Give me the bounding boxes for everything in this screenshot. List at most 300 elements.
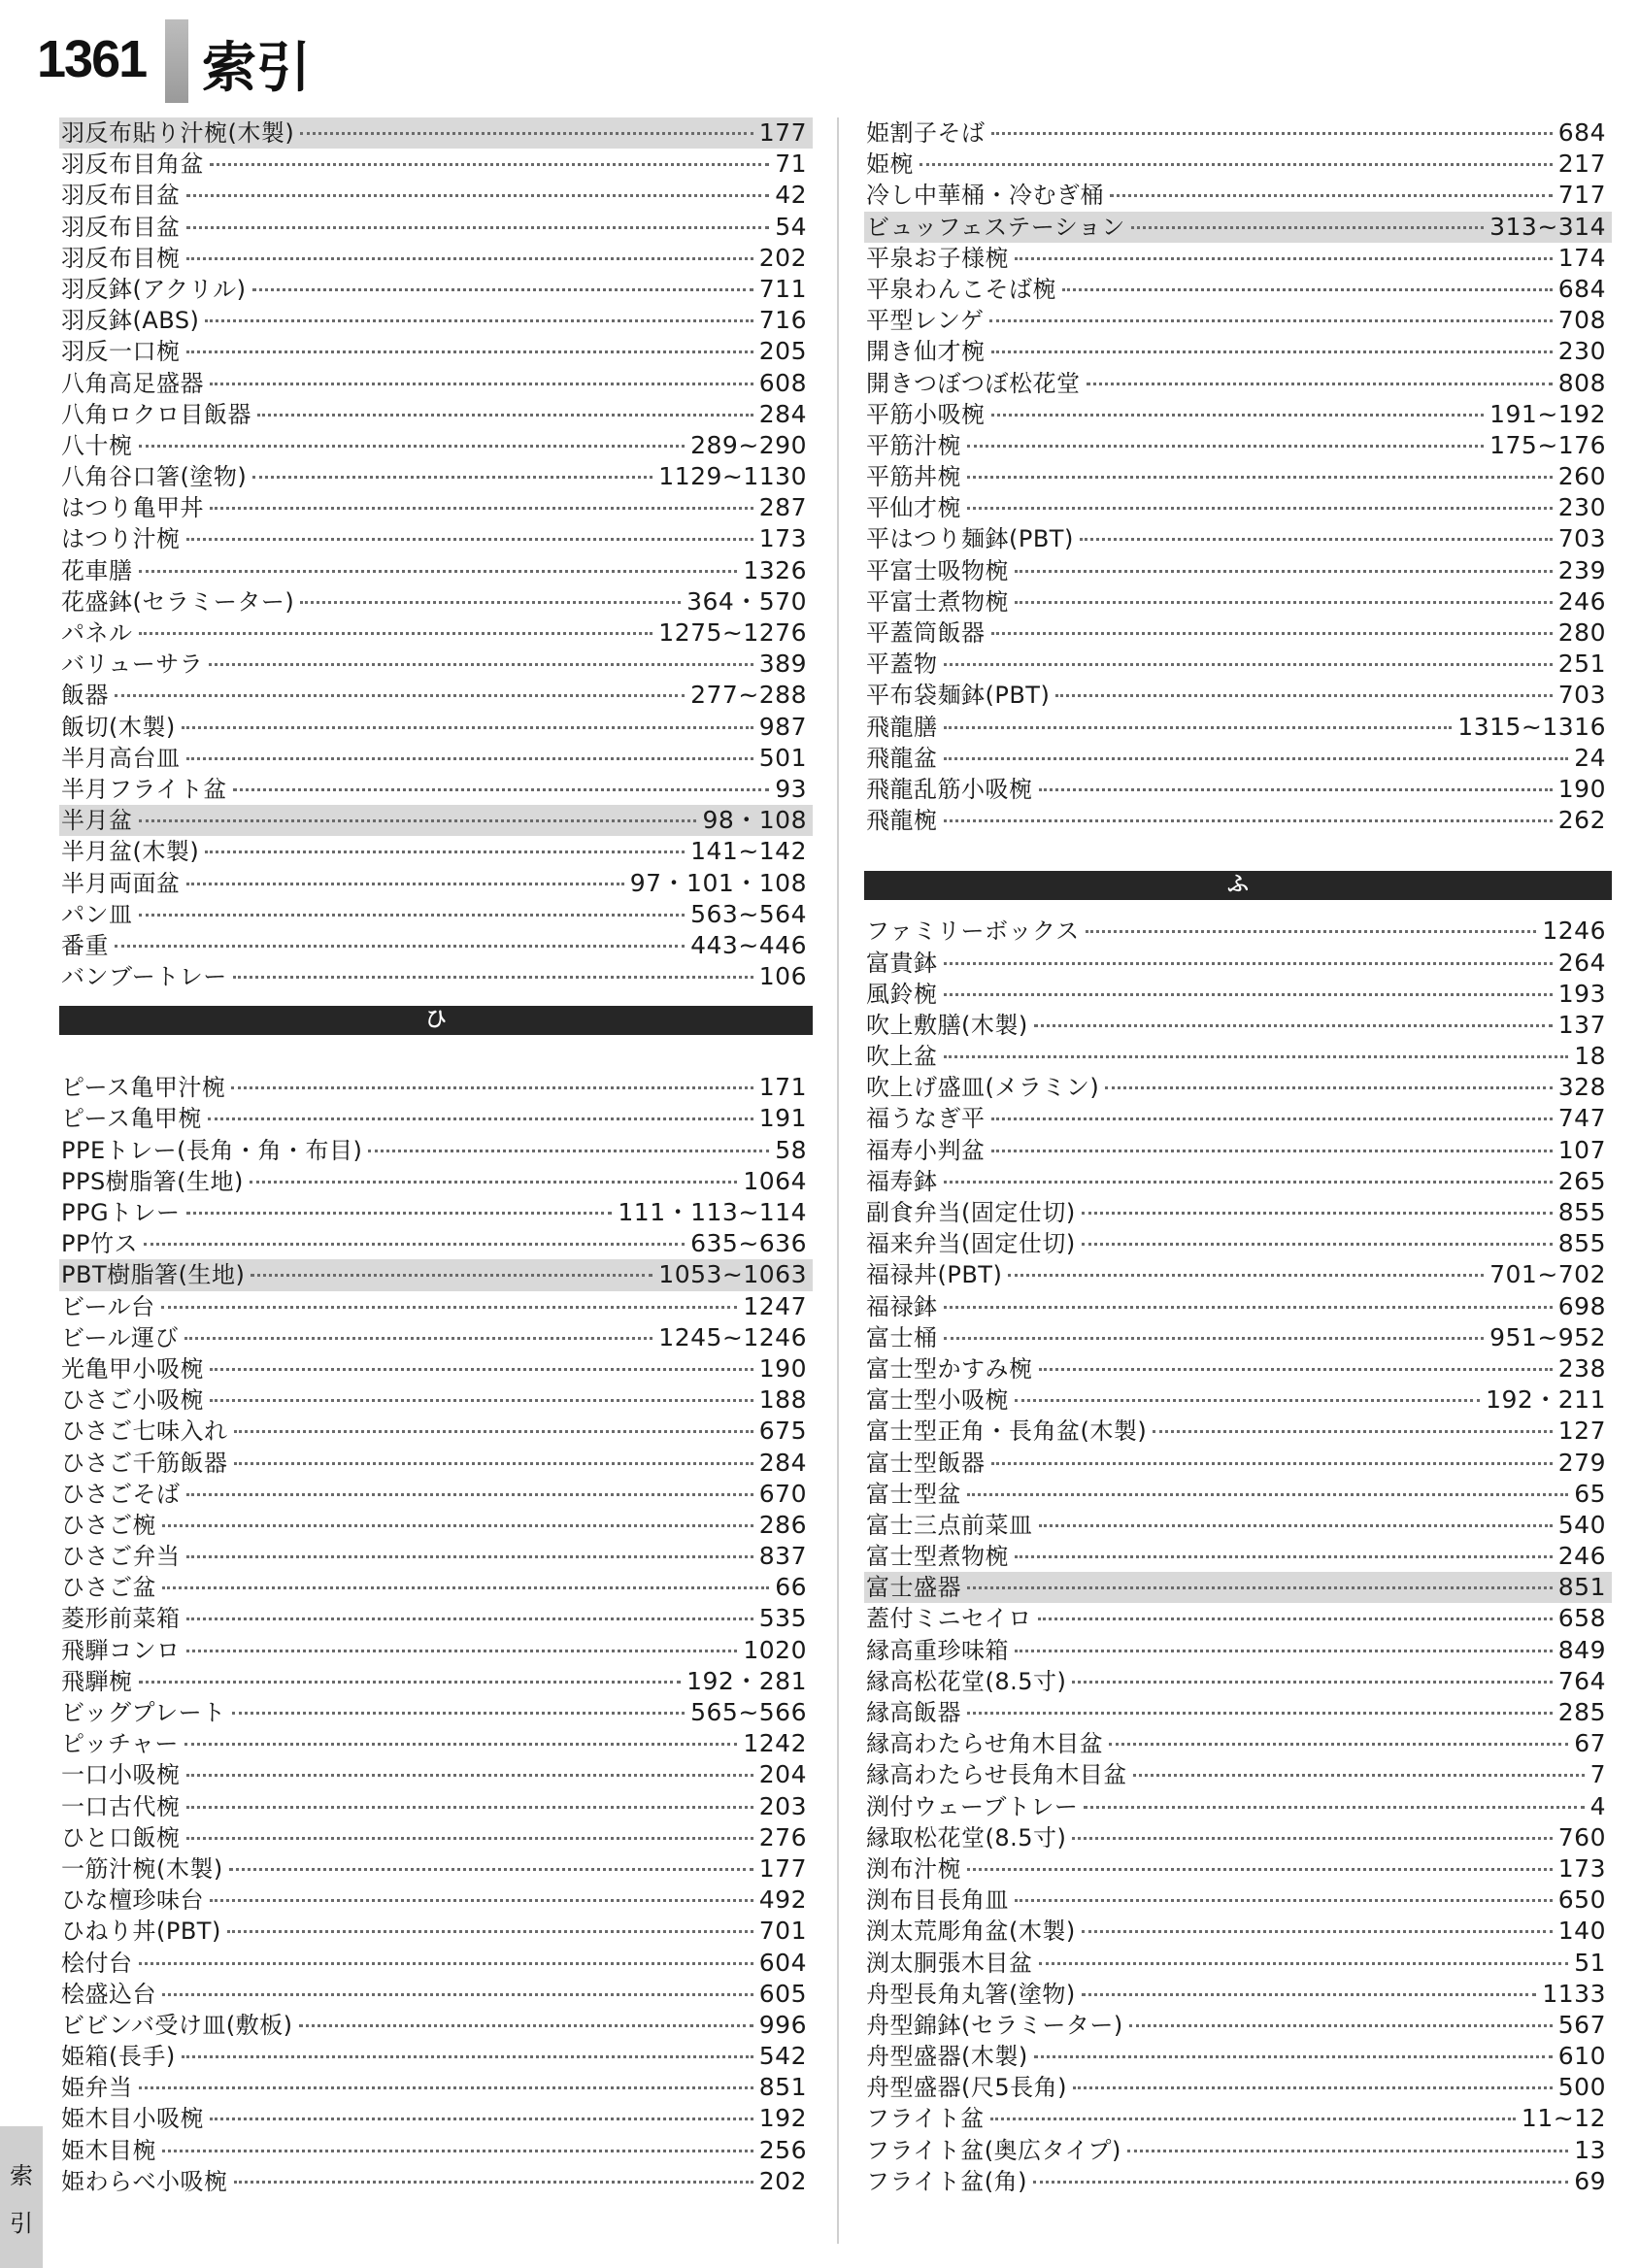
leader-dots xyxy=(1082,1993,1537,1996)
index-entry xyxy=(864,1822,1612,1853)
leader-dots xyxy=(234,1430,753,1433)
entry-name: ひさご盆 xyxy=(61,1574,156,1602)
entry-page-number: 98・108 xyxy=(702,806,807,835)
entry-page-number: 192・211 xyxy=(1486,1385,1606,1415)
index-entry xyxy=(59,461,813,492)
entry-page-number: 202 xyxy=(758,2166,807,2195)
entry-name: 羽反布目角盆 xyxy=(61,150,204,179)
entry-name: 飛龍乱筋小吸椀 xyxy=(866,775,1033,803)
index-entry xyxy=(864,1448,1612,1479)
index-column-right xyxy=(864,117,1612,2197)
index-entry xyxy=(864,368,1612,399)
leader-dots xyxy=(210,1368,753,1371)
entry-name: 富貴鉢 xyxy=(866,949,938,977)
entry-name: 吹上げ盛皿(メラミン) xyxy=(866,1074,1100,1102)
index-entry xyxy=(59,1353,813,1384)
entry-name: 福来弁当(固定仕切) xyxy=(866,1230,1076,1258)
entry-page-number: 107 xyxy=(1557,1135,1606,1164)
entry-name: 桧盛込台 xyxy=(61,1980,156,2008)
entry-page-number: 313~314 xyxy=(1489,212,1606,241)
leader-dots xyxy=(162,1993,753,1996)
index-entry xyxy=(864,1572,1612,1603)
entry-page-number: 7 xyxy=(1589,1760,1606,1789)
index-entry xyxy=(864,1416,1612,1447)
leader-dots xyxy=(186,257,753,260)
leader-dots xyxy=(162,1586,769,1589)
entry-page-number: 190 xyxy=(1557,774,1606,803)
index-entry xyxy=(864,1353,1612,1384)
entry-name: 半月フライト盆 xyxy=(61,775,227,803)
index-entry xyxy=(59,555,813,586)
entry-name: フライト盆(奥広タイプ) xyxy=(866,2136,1121,2164)
entry-page-number: 849 xyxy=(1557,1635,1606,1664)
index-entry xyxy=(59,117,813,149)
entry-page-number: 987 xyxy=(758,712,807,741)
index-entry xyxy=(864,774,1612,805)
index-entry xyxy=(864,1135,1612,1166)
entry-page-number: 286 xyxy=(758,1510,807,1539)
leader-dots xyxy=(208,1117,753,1120)
entry-page-number: 284 xyxy=(758,399,807,428)
index-entry xyxy=(59,1635,813,1666)
index-entry xyxy=(59,2072,813,2103)
entry-name: 富士盛器 xyxy=(866,1574,961,1602)
index-entry xyxy=(59,1728,813,1759)
leader-dots xyxy=(227,1930,753,1933)
index-entry xyxy=(864,948,1612,979)
entry-name: ビッグプレート xyxy=(61,1699,226,1726)
index-entry xyxy=(59,180,813,211)
entry-name: 渕布目長角皿 xyxy=(866,1886,1009,1915)
entry-page-number: 1275~1276 xyxy=(658,618,807,647)
entry-name: 平筋丼椀 xyxy=(866,463,961,491)
entry-name: 一口古代椀 xyxy=(61,1792,181,1820)
index-entry xyxy=(864,399,1612,430)
entry-name: 縁高わたらせ角木目盆 xyxy=(866,1730,1104,1758)
entry-page-number: 246 xyxy=(1557,1542,1606,1571)
entry-name: 飛龍椀 xyxy=(866,807,938,835)
entry-page-number: 851 xyxy=(758,2073,807,2102)
entry-page-number: 69 xyxy=(1574,2166,1606,2195)
entry-name: ひさご千筋飯器 xyxy=(61,1449,228,1477)
leader-dots xyxy=(944,993,1553,996)
entry-name: 舟型錦鉢(セラミーター) xyxy=(866,2011,1123,2039)
leader-dots xyxy=(1080,538,1553,541)
index-entry xyxy=(59,430,813,461)
entry-name: 富士型煮物椀 xyxy=(866,1543,1009,1571)
index-entry xyxy=(59,1541,813,1572)
entry-name: 平はつり麺鉢(PBT) xyxy=(866,525,1074,553)
index-entry xyxy=(864,743,1612,774)
entry-page-number: 650 xyxy=(1557,1885,1606,1915)
entry-name: 飛龍膳 xyxy=(866,713,938,741)
entry-page-number: 24 xyxy=(1574,743,1606,772)
entry-name: 姫木目小吸椀 xyxy=(61,2105,204,2133)
entry-name: 羽反布目盆 xyxy=(61,182,181,210)
entry-page-number: 1133 xyxy=(1542,1979,1606,2008)
index-entry xyxy=(59,774,813,805)
leader-dots xyxy=(184,1743,738,1746)
index-entry xyxy=(59,680,813,711)
entry-page-number: 265 xyxy=(1557,1166,1606,1195)
index-entry xyxy=(59,1322,813,1353)
leader-dots xyxy=(991,1150,1553,1152)
leader-dots xyxy=(139,1681,682,1684)
leader-dots xyxy=(1015,570,1553,573)
index-entry xyxy=(864,212,1612,243)
leader-dots xyxy=(115,694,685,697)
index-entry xyxy=(864,117,1612,149)
entry-name: 平泉お子様椀 xyxy=(866,244,1009,272)
index-entry xyxy=(864,979,1612,1010)
index-entry xyxy=(59,649,813,680)
entry-name: 舟型長角丸箸(塗物) xyxy=(866,1980,1076,2008)
leader-dots xyxy=(233,788,769,791)
leader-dots xyxy=(251,1274,652,1277)
index-group xyxy=(864,916,1612,2197)
index-entry xyxy=(59,368,813,399)
entry-name: 平蓋筒飯器 xyxy=(866,619,986,647)
index-entry xyxy=(59,1853,813,1884)
entry-page-number: 764 xyxy=(1557,1666,1606,1695)
entry-page-number: 191~192 xyxy=(1489,399,1606,428)
entry-page-number: 703 xyxy=(1557,681,1606,710)
index-entry xyxy=(864,649,1612,680)
entry-page-number: 205 xyxy=(758,337,807,366)
index-entry xyxy=(864,1884,1612,1916)
entry-name: ファミリーボックス xyxy=(866,917,1080,946)
entry-page-number: 217 xyxy=(1557,150,1606,179)
entry-page-number: 54 xyxy=(775,212,807,241)
entry-name: 縁高わたらせ長角木目盆 xyxy=(866,1761,1127,1789)
entry-name: 平蓋物 xyxy=(866,650,938,679)
leader-dots xyxy=(184,1337,652,1340)
entry-name: 縁高重珍味箱 xyxy=(866,1636,1009,1664)
entry-page-number: 716 xyxy=(758,306,807,335)
entry-page-number: 563~564 xyxy=(690,899,807,928)
entry-page-number: 1020 xyxy=(743,1635,807,1664)
side-tab-char: 引 xyxy=(10,2210,33,2237)
entry-page-number: 717 xyxy=(1557,181,1606,210)
leader-dots xyxy=(210,1899,753,1902)
entry-name: はつり亀甲丼 xyxy=(61,494,204,522)
index-entry xyxy=(864,1228,1612,1259)
entry-page-number: 1247 xyxy=(743,1291,807,1320)
entry-name: 平筋汁椀 xyxy=(866,431,961,459)
leader-dots xyxy=(920,163,1553,166)
index-entry xyxy=(59,1884,813,1916)
entry-name: 羽反布目椀 xyxy=(61,244,181,272)
leader-dots xyxy=(967,1868,1553,1871)
index-entry xyxy=(864,1791,1612,1822)
leader-dots xyxy=(1039,1962,1569,1965)
index-entry xyxy=(59,2135,813,2166)
index-entry xyxy=(59,1603,813,1634)
index-entry xyxy=(864,1291,1612,1322)
column-divider xyxy=(837,117,839,2244)
entry-page-number: 67 xyxy=(1574,1729,1606,1758)
leader-dots xyxy=(186,350,753,353)
leader-dots xyxy=(991,350,1553,353)
index-group xyxy=(59,1072,813,2197)
entry-name: ビビンバ受け皿(敷板) xyxy=(61,2011,293,2039)
leader-dots xyxy=(1039,788,1553,791)
entry-page-number: 51 xyxy=(1574,1948,1606,1977)
entry-page-number: 1129~1130 xyxy=(658,462,807,491)
leader-dots xyxy=(1033,2181,1568,2184)
entry-page-number: 264 xyxy=(1557,948,1606,977)
entry-page-number: 684 xyxy=(1557,118,1606,147)
entry-page-number: 565~566 xyxy=(690,1698,807,1726)
entry-name: 姫箱(長手) xyxy=(61,2043,176,2071)
leader-dots xyxy=(186,1493,753,1496)
leader-dots xyxy=(139,445,686,448)
leader-dots xyxy=(182,2055,753,2058)
entry-page-number: 246 xyxy=(1557,586,1606,616)
entry-name: 福禄鉢 xyxy=(866,1292,938,1320)
entry-name: ピッチャー xyxy=(61,1730,179,1758)
entry-page-number: 610 xyxy=(1557,2042,1606,2071)
entry-name: 姫割子そば xyxy=(866,119,986,147)
entry-name: 八十椀 xyxy=(61,431,133,459)
entry-page-number: 500 xyxy=(1557,2073,1606,2102)
entry-name: 姫わらべ小吸椀 xyxy=(61,2167,228,2195)
leader-dots xyxy=(162,2150,753,2152)
index-entry xyxy=(59,1072,813,1103)
entry-page-number: 284 xyxy=(758,1448,807,1477)
entry-name: 渕付ウェーブトレー xyxy=(866,1792,1079,1820)
leader-dots xyxy=(186,538,753,541)
entry-page-number: 540 xyxy=(1557,1510,1606,1539)
entry-name: 半月盆(木製) xyxy=(61,838,200,866)
index-entry xyxy=(864,586,1612,617)
index-entry xyxy=(864,1259,1612,1290)
entry-name: PBT樹脂箸(生地) xyxy=(61,1261,246,1289)
index-entry xyxy=(864,2010,1612,2041)
leader-dots xyxy=(991,132,1553,135)
leader-dots xyxy=(186,1837,753,1840)
leader-dots xyxy=(139,819,697,822)
index-entry xyxy=(59,2041,813,2072)
leader-dots xyxy=(967,1493,1568,1496)
entry-page-number: 285 xyxy=(1557,1698,1606,1726)
entry-name: パン皿 xyxy=(61,900,133,928)
leader-dots xyxy=(1129,2024,1553,2027)
index-entry xyxy=(59,1259,813,1290)
index-entry xyxy=(59,2010,813,2041)
entry-page-number: 855 xyxy=(1557,1198,1606,1226)
leader-dots xyxy=(205,319,753,322)
entry-name: 副食弁当(固定仕切) xyxy=(866,1199,1076,1226)
leader-dots xyxy=(252,476,652,479)
leader-dots xyxy=(991,1462,1553,1465)
entry-page-number: 127 xyxy=(1557,1417,1606,1446)
index-entry xyxy=(59,1666,813,1697)
leader-dots xyxy=(1110,194,1553,197)
entry-page-number: 837 xyxy=(758,1542,807,1571)
page-header xyxy=(29,19,418,100)
index-entry xyxy=(59,492,813,523)
leader-dots xyxy=(944,1055,1569,1058)
leader-dots xyxy=(944,757,1569,760)
entry-name: ひさご弁当 xyxy=(61,1543,181,1571)
index-entry xyxy=(864,2041,1612,2072)
leader-dots xyxy=(139,2086,753,2089)
entry-page-number: 701~702 xyxy=(1489,1260,1606,1289)
index-entry xyxy=(864,1853,1612,1884)
index-entry xyxy=(864,1979,1612,2010)
entry-name: 富士型飯器 xyxy=(866,1449,986,1477)
leader-dots xyxy=(1072,1681,1552,1684)
entry-name: 羽反一口椀 xyxy=(61,338,181,366)
entry-page-number: 670 xyxy=(758,1479,807,1508)
entry-name: フライト盆 xyxy=(866,2105,985,2133)
index-entry xyxy=(864,916,1612,947)
index-entry xyxy=(864,805,1612,836)
entry-page-number: 173 xyxy=(1557,1853,1606,1883)
leader-dots xyxy=(1127,2150,1568,2152)
index-entry xyxy=(59,617,813,649)
entry-name: 番重 xyxy=(61,931,109,959)
entry-page-number: 851 xyxy=(1557,1573,1606,1602)
entry-page-number: 1245~1246 xyxy=(658,1322,807,1351)
index-entry xyxy=(864,1635,1612,1666)
entry-page-number: 13 xyxy=(1574,2135,1606,2164)
entry-page-number: 542 xyxy=(758,2042,807,2071)
leader-dots xyxy=(967,1586,1553,1589)
index-entry xyxy=(59,1135,813,1166)
entry-page-number: 190 xyxy=(758,1353,807,1383)
entry-page-number: 1246 xyxy=(1542,917,1606,946)
leader-dots xyxy=(944,1306,1553,1309)
index-group xyxy=(864,117,1612,836)
entry-page-number: 173 xyxy=(758,524,807,553)
leader-dots xyxy=(944,663,1553,666)
index-entry xyxy=(59,305,813,336)
index-entry xyxy=(59,930,813,961)
entry-page-number: 256 xyxy=(758,2135,807,2164)
leader-dots xyxy=(144,1243,685,1246)
index-entry xyxy=(59,899,813,930)
entry-page-number: 279 xyxy=(1557,1448,1606,1477)
leader-dots xyxy=(991,632,1553,635)
leader-dots xyxy=(1034,1024,1553,1027)
entry-name: ひさご椀 xyxy=(61,1511,156,1539)
leader-dots xyxy=(231,1086,753,1089)
entry-page-number: 535 xyxy=(758,1604,807,1633)
leader-dots xyxy=(182,726,753,729)
entry-name: PPGトレー xyxy=(61,1199,181,1226)
leader-dots xyxy=(1082,1212,1553,1215)
index-entry xyxy=(59,1572,813,1603)
entry-name: 姫弁当 xyxy=(61,2074,133,2102)
entry-name: 平布袋麺鉢(PBT) xyxy=(866,682,1051,710)
entry-page-number: 262 xyxy=(1557,806,1606,835)
leader-dots xyxy=(1015,1650,1553,1652)
index-entry xyxy=(864,243,1612,274)
entry-name: 飯器 xyxy=(61,682,109,710)
index-entry xyxy=(59,1479,813,1510)
entry-page-number: 42 xyxy=(775,181,807,210)
index-entry xyxy=(864,1697,1612,1728)
index-entry xyxy=(864,712,1612,743)
leader-dots xyxy=(186,194,770,197)
leader-dots xyxy=(210,383,753,385)
leader-dots xyxy=(944,962,1553,965)
leader-dots xyxy=(944,1337,1485,1340)
entry-page-number: 58 xyxy=(775,1135,807,1164)
entry-page-number: 328 xyxy=(1557,1073,1606,1102)
entry-name: 富士型正角・長角盆(木製) xyxy=(866,1418,1148,1446)
leader-dots xyxy=(233,976,753,979)
page-title: 索引 xyxy=(202,36,311,100)
entry-name: 平仙才椀 xyxy=(866,494,961,522)
index-entry xyxy=(864,149,1612,180)
entry-name: 羽反鉢(アクリル) xyxy=(61,275,247,303)
leader-dots xyxy=(1039,1524,1553,1527)
entry-page-number: 188 xyxy=(758,1385,807,1415)
entry-page-number: 230 xyxy=(1557,337,1606,366)
entry-page-number: 111・113~114 xyxy=(618,1198,807,1226)
entry-page-number: 175~176 xyxy=(1489,430,1606,459)
entry-page-number: 675 xyxy=(758,1417,807,1446)
entry-name: 平富士吸物椀 xyxy=(866,556,1009,584)
entry-name: 富士型かすみ椀 xyxy=(866,1354,1033,1383)
index-entry xyxy=(59,1448,813,1479)
leader-dots xyxy=(186,1212,613,1215)
index-entry xyxy=(59,1416,813,1447)
index-entry xyxy=(864,1072,1612,1103)
index-entry xyxy=(864,2072,1612,2103)
index-entry xyxy=(59,243,813,274)
leader-dots xyxy=(990,2118,1516,2120)
entry-name: パネル xyxy=(61,619,133,647)
entry-page-number: 703 xyxy=(1557,524,1606,553)
entry-name: ひさご小吸椀 xyxy=(61,1386,204,1415)
index-entry xyxy=(864,1322,1612,1353)
leader-dots xyxy=(186,1650,738,1652)
entry-name: 冷し中華桶・冷むぎ桶 xyxy=(866,182,1104,210)
entry-name: 舟型盛器(尺5長角) xyxy=(866,2074,1067,2102)
leader-dots xyxy=(967,507,1553,510)
leader-dots xyxy=(944,726,1453,729)
index-entry xyxy=(864,1759,1612,1790)
leader-dots xyxy=(300,132,753,135)
entry-name: ひさご七味入れ xyxy=(61,1418,228,1446)
entry-page-number: 1326 xyxy=(743,555,807,584)
index-entry xyxy=(59,868,813,899)
index-entry xyxy=(59,1510,813,1541)
entry-page-number: 635~636 xyxy=(690,1229,807,1258)
entry-name: 一筋汁椀(木製) xyxy=(61,1854,223,1883)
entry-name: 飯切(木製) xyxy=(61,713,176,741)
leader-dots xyxy=(967,445,1484,448)
section-heading-fu: ふ xyxy=(864,871,1612,900)
leader-dots xyxy=(186,226,770,229)
entry-name: 開きつぼつぼ松花堂 xyxy=(866,369,1081,397)
index-entry xyxy=(864,555,1612,586)
entry-page-number: 608 xyxy=(758,368,807,397)
entry-name: 開き仙才椀 xyxy=(866,338,986,366)
entry-name: 半月高台皿 xyxy=(61,744,181,772)
entry-page-number: 193 xyxy=(1557,979,1606,1008)
entry-name: ビール台 xyxy=(61,1292,155,1320)
leader-dots xyxy=(991,1117,1553,1120)
index-entry xyxy=(864,680,1612,711)
index-entry xyxy=(864,1041,1612,1072)
index-entry xyxy=(864,274,1612,305)
leader-dots xyxy=(300,601,681,604)
